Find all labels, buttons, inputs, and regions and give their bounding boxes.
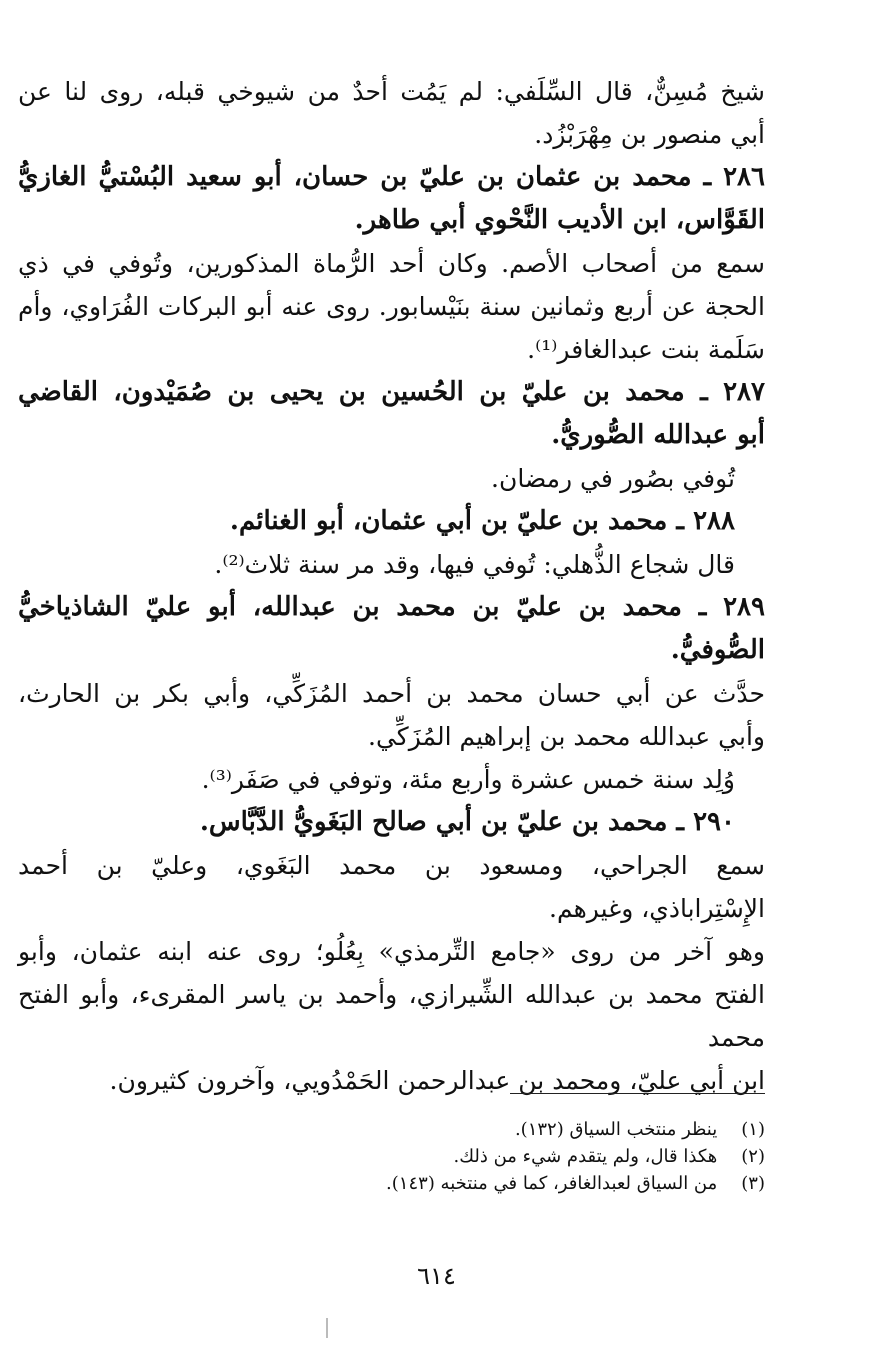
entry-heading-line: القَوَّاس، ابن الأديب النَّحْوي أبي طاهر. <box>354 205 765 235</box>
footnote-text: هكذا قال، ولم يتقدم شيء من ذلك. <box>453 1146 718 1167</box>
entry-heading-line: ٢٨٧ ـ محمد بن عليّ بن الحُسين بن يحيى بن صُمَيْدون، القاضي <box>18 377 765 407</box>
body-text-line: تُوفي بصُور في رمضان. <box>491 464 735 493</box>
footnote-divider <box>510 1093 765 1094</box>
body-text-line: الإِسْتِراباذي، وغيرهم. <box>549 894 765 923</box>
body-text-line: قال شجاع الذُّهلي: تُوفي فيها، وقد مر سنة ثلاث⁽²⁾. <box>214 550 735 579</box>
page-number: ٦١٤ <box>417 1262 456 1290</box>
entry-heading-line: الصُّوفيُّ. <box>670 635 765 665</box>
main-text <box>18 70 765 1102</box>
body-text-line: حدَّث عن أبي حسان محمد بن أحمد المُزَكِّي، وأبي بكر بن الحارث، <box>18 679 765 708</box>
entry-heading-line: ٢٩٠ ـ محمد بن عليّ بن أبي صالح البَغَويُّ الدَّبَّاس. <box>199 807 735 837</box>
footnote-1 <box>165 1116 765 1143</box>
body-text-line: وأبي عبدالله محمد بن إبراهيم المُزَكِّي. <box>368 722 765 751</box>
body-text-line: وُلِد سنة خمس عشرة وأربع مئة، وتوفي في صَفَر⁽³⁾. <box>201 765 735 794</box>
scan-mark <box>326 1318 328 1338</box>
body-text-line: أبي منصور بن مِهْرَبْزُد. <box>534 120 765 149</box>
entry-heading-line: ٢٨٨ ـ محمد بن عليّ بن أبي عثمان، أبو الغنائم. <box>229 506 735 536</box>
entry-heading-line: ٢٨٦ ـ محمد بن عثمان بن عليّ بن حسان، أبو سعيد البُسْتيُّ الغازيُّ <box>18 162 765 192</box>
footnote-3 <box>165 1170 765 1197</box>
body-text-line: سَلَمة بنت عبدالغافر⁽¹⁾. <box>527 335 765 364</box>
footnote-2 <box>165 1143 765 1170</box>
entry-heading-line: ٢٨٩ ـ محمد بن عليّ بن محمد بن عبدالله، أبو عليّ الشاذياخيُّ <box>18 592 765 622</box>
body-text-line: ابن أبي عليّ، ومحمد بن عبدالرحمن الحَمْدُويي، وآخرون كثيرون. <box>109 1066 765 1095</box>
body-text-line: الفتح محمد بن عبدالله الشِّيرازي، وأحمد بن ياسر المقرىء، وأبو الفتح محمد <box>18 980 765 1052</box>
footnote-text: من السياق لعبدالغافر، كما في منتخبه (١٤٣). <box>386 1173 718 1194</box>
body-text-line: الحجة عن أربع وثمانين سنة بنَيْسابور. روى عنه أبو البركات الفُرَاوي، وأم <box>18 292 765 321</box>
footnote-number: (١) <box>741 1119 765 1140</box>
body-text-line: سمع الجراحي، ومسعود بن محمد البَغَوي، وعليّ بن أحمد <box>18 851 765 880</box>
footnote-number: (٣) <box>741 1173 765 1194</box>
footnote-number: (٢) <box>741 1146 765 1167</box>
body-text-line: وهو آخر من روى «جامع التِّرمذي» بِعُلُو؛ روى عنه ابنه عثمان، وأبو <box>18 937 765 966</box>
body-text-line: شيخ مُسِنٌّ، قال السِّلَفي: لم يَمُت أحدٌ من شيوخي قبله، روى لنا عن <box>18 77 765 106</box>
footnote-text: ينظر منتخب السياق (١٣٢). <box>514 1119 718 1140</box>
body-text-line: سمع من أصحاب الأصم. وكان أحد الرُّماة المذكورين، وتُوفي في ذي <box>18 249 765 278</box>
entry-heading-line: أبو عبدالله الصُّوريُّ. <box>551 420 765 450</box>
footnotes <box>165 1116 765 1197</box>
